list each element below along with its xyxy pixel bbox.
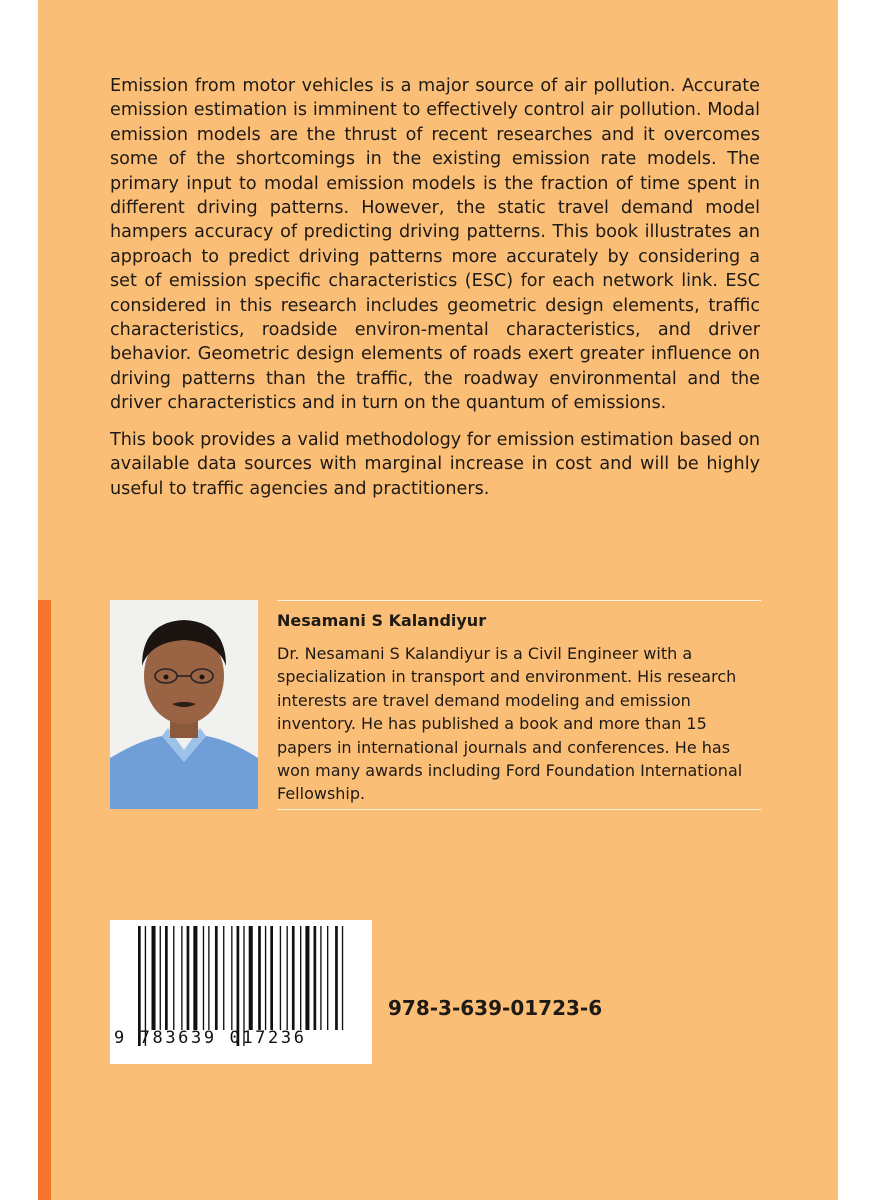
barcode-bar	[231, 926, 232, 1030]
barcode-bar	[342, 926, 343, 1030]
barcode-bar	[292, 926, 295, 1030]
barcode-bar	[223, 926, 224, 1030]
barcode-bar	[270, 926, 273, 1030]
barcode-digits: 9 783639 017236	[114, 1028, 307, 1048]
barcode	[110, 920, 372, 1064]
barcode-bar	[173, 926, 174, 1030]
author-bio: Dr. Nesamani S Kalandiyur is a Civil Engineer with a specialization in transport and environment. His research interests are travel demand modeling and emission inventory. He has published a book and more than 15 papers in international journals and conferences. He has won many awards including Ford Foundation International Fellowship.	[277, 644, 743, 804]
barcode-bar	[160, 926, 161, 1030]
barcode-bar	[165, 926, 168, 1030]
barcode-bar	[187, 926, 190, 1030]
barcode-bar	[305, 926, 309, 1030]
spine-stripe	[38, 600, 51, 1200]
blurb-paragraph-1: Emission from motor vehicles is a major source of air pollution. Accurate emission estimation is imminent to effectively control air pollution. Modal emission models are the thrust of recent researches and it overcomes some of the shortcomings in the existing emission rate models. The primary input to modal emission models is the fraction of time spent in different driving patterns. However, the static travel demand model hampers accuracy of predicting driving patterns. This book illustrates an approach to predict driving patterns more accurately by considering a set of emission specific characteristics (ESC) for each network link. ESC considered in this research includes geometric design elements, traffic characteristics, roadside environ-mental characteristics, and driver behavior. Geometric design elements of roads exert greater influence on driving patterns than the traffic, the roadway environmental and the driver characteristics and in turn on the quantum of emissions.	[110, 76, 760, 414]
barcode-bar	[152, 926, 156, 1030]
barcode-bar	[265, 926, 266, 1030]
barcode-bar	[280, 926, 281, 1030]
barcode-bar	[335, 926, 338, 1030]
divider-bottom	[277, 809, 761, 810]
barcode-bar	[327, 926, 328, 1030]
isbn-number: 978-3-639-01723-6	[388, 996, 603, 1020]
barcode-bar	[215, 926, 218, 1030]
barcode-bar	[208, 926, 209, 1030]
barcode-bar	[287, 926, 288, 1030]
barcode-bar	[320, 926, 321, 1030]
barcode-bar	[249, 926, 253, 1030]
barcode-bar	[314, 926, 317, 1030]
barcode-bar	[203, 926, 204, 1030]
book-blurb	[110, 74, 760, 513]
author-name: Nesamani S Kalandiyur	[277, 611, 487, 630]
barcode-bar	[300, 926, 301, 1030]
divider-top	[277, 600, 761, 601]
blurb-paragraph-2: This book provides a valid methodology for emission estimation based on available data sources with marginal increase in cost and will be highly useful to traffic agencies and practitioners.	[110, 429, 760, 499]
barcode-bar	[181, 926, 182, 1030]
author-photo	[110, 600, 258, 809]
barcode-bar	[193, 926, 197, 1030]
barcode-bar	[258, 926, 261, 1030]
